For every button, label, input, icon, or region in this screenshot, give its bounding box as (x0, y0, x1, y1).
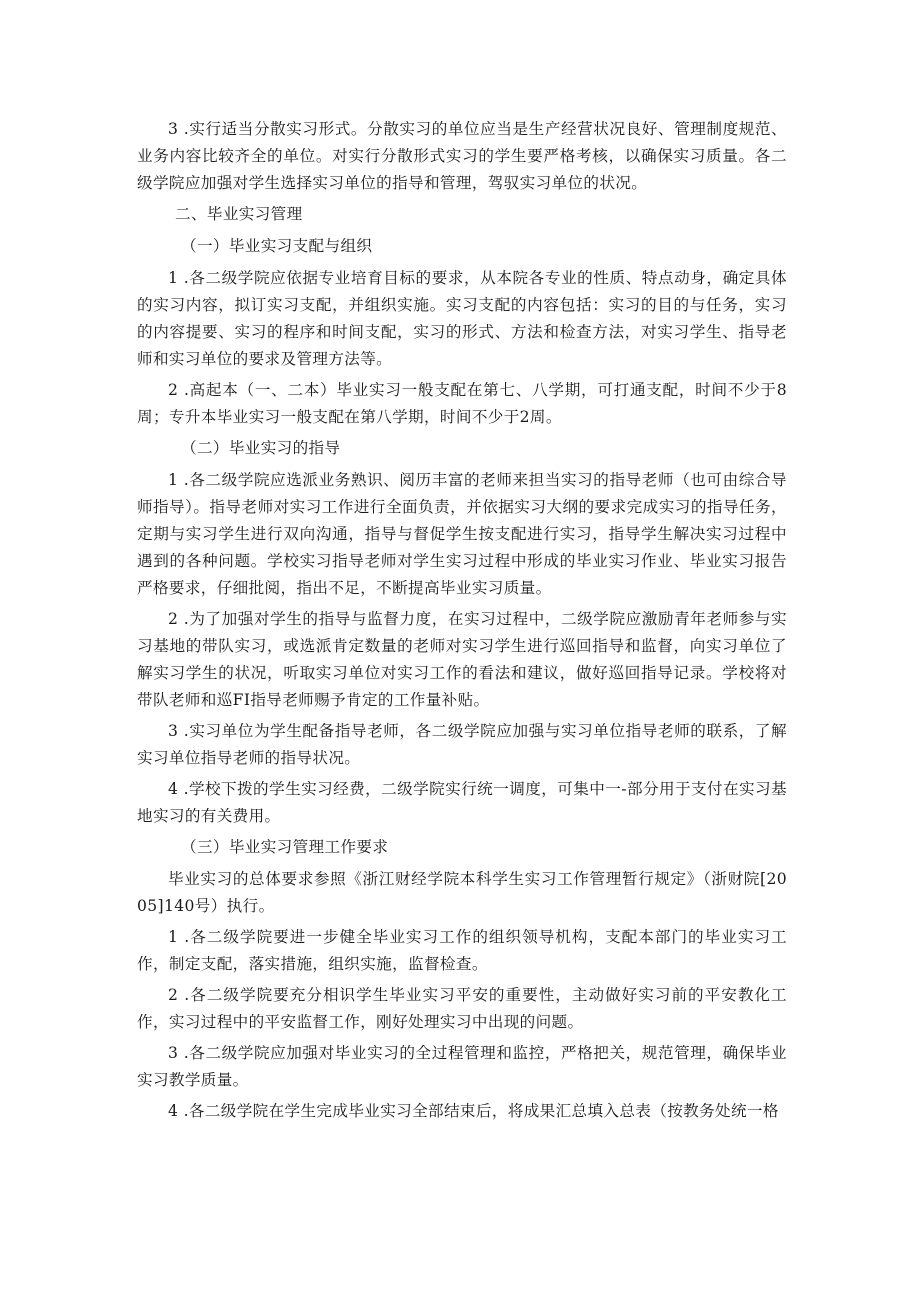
document-body (137, 116, 787, 1129)
paragraph-arrangement-2: 2 .高起本（一、二本）毕业实习一般支配在第七、八学期，可打通支配，时间不少于8周；专升本毕业实习一般支配在第八学期，时间不少于2周。 (137, 381, 787, 426)
paragraph-requirements-1: 1 .各二级学院要进一步健全毕业实习工作的组织领导机构，支配本部门的毕业实习工作，制定支配，落实措施，组织实施，监督检查。 (137, 928, 787, 973)
paragraph-guidance-4: 4 .学校下拨的学生实习经费，二级学院实行统一调度，可集中一-部分用于支付在实习基地实习的有关费用。 (137, 780, 787, 825)
paragraph-requirements-2: 2 .各二级学院要充分相识学生毕业实习平安的重要性，主动做好实习前的平安教化工作，实习过程中的平安监督工作，刚好处理实习中出现的问题。 (137, 986, 787, 1031)
paragraph-requirements-3: 3 .各二级学院应加强对毕业实习的全过程管理和监控，严格把关，规范管理，确保毕业实习教学质量。 (137, 1044, 787, 1089)
paragraph-guidance-3: 3 .实习单位为学生配备指导老师，各二级学院应加强与实习单位指导老师的联系，了解实习单位指导老师的指导状况。 (137, 722, 787, 767)
subheading-guidance: （二）毕业实习的指导 (181, 439, 341, 457)
subheading-arrangement-organization: （一）毕业实习支配与组织 (181, 237, 373, 255)
paragraph-decentralized-internship: 3 .实行适当分散实习形式。分散实习的单位应当是生产经营状况良好、管理制度规范、业务内容比较齐全的单位。对实行分散形式实习的学生要严格考核，以确保实习质量。各二级学院应加强对学生选择实习单位的指导和管理，驾驭实习单位的状况。 (137, 120, 787, 192)
subheading-management-requirements: （三）毕业实习管理工作要求 (181, 838, 389, 856)
paragraph-guidance-1: 1 .各二级学院应选派业务熟识、阅历丰富的老师来担当实习的指导老师（也可由综合导师指导）。指导老师对实习工作进行全面负责，并依据实习大纲的要求完成实习的指导任务，定期与实习学生进行双向沟通，指导与督促学生按支配进行实习，指导学生解决实习过程中遇到的各种问题。学校实习指导老师对学生实习过程中形成的毕业实习作业、毕业实习报告严格要求，仔细批阅，指出不足，不断提高毕业实习质量。 (137, 471, 787, 597)
section-heading-graduation-internship-management: 二、毕业实习管理 (175, 205, 303, 223)
paragraph-requirements-intro: 毕业实习的总体要求参照《浙江财经学院本科学生实习工作管理暂行规定》（浙财院[2005]140号）执行。 (137, 870, 787, 915)
paragraph-arrangement-1: 1 .各二级学院应依据专业培育目标的要求，从本院各专业的性质、特点动身，确定具体的实习内容，拟订实习支配，并组织实施。实习支配的内容包括：实习的目的与任务，实习的内容提要、实习的程序和时间支配，实习的形式、方法和检查方法，对实习学生、指导老师和实习单位的要求及管理方法等。 (137, 269, 787, 368)
paragraph-requirements-4: 4 .各二级学院在学生完成毕业实习全部结束后，将成果汇总填入总表（按教务处统一格 (168, 1102, 779, 1120)
paragraph-guidance-2: 2 .为了加强对学生的指导与监督力度，在实习过程中，二级学院应激励青年老师参与实习基地的带队实习，或选派肯定数量的老师对实习学生进行巡回指导和监督，向实习单位了解实习学生的状况，听取实习单位对实习工作的看法和建议，做好巡回指导记录。学校将对带队老师和巡FI指导老师赐予肯定的工作量补贴。 (137, 610, 787, 709)
